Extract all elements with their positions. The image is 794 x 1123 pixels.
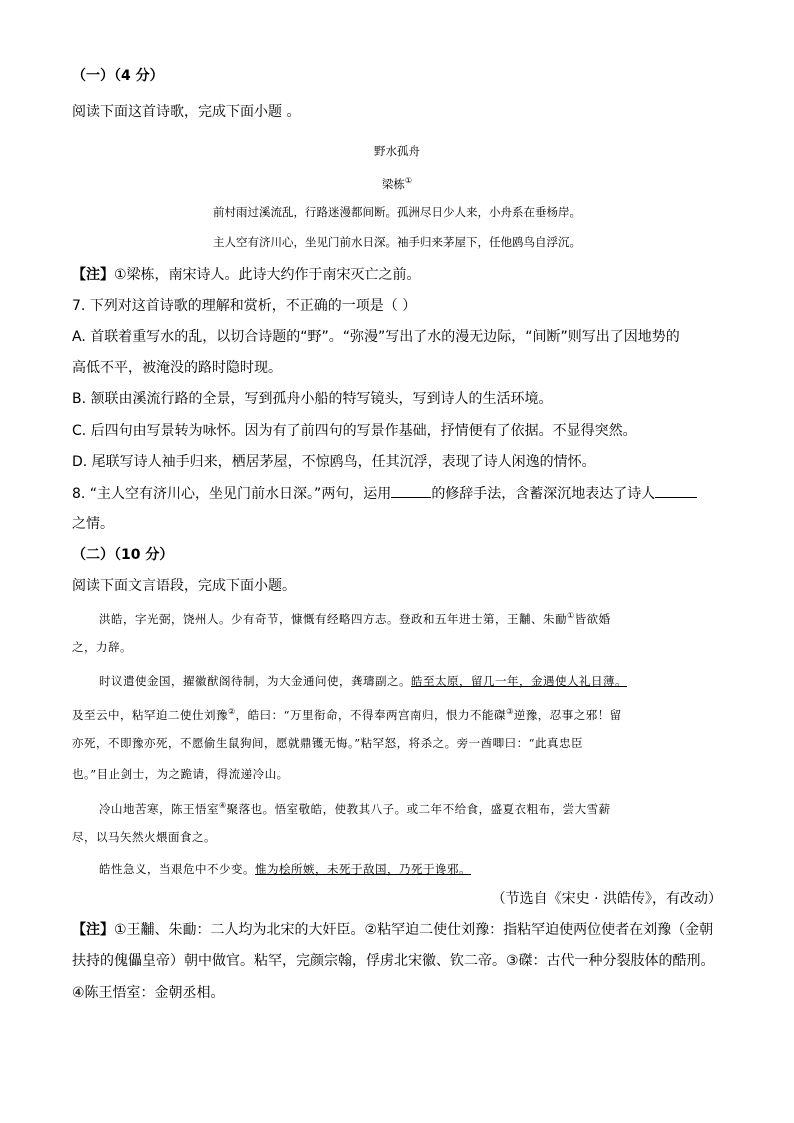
passage-note-mark: ④ bbox=[219, 801, 227, 810]
poem-author: 梁栋 bbox=[381, 176, 405, 191]
passage-note-line1 bbox=[72, 920, 713, 940]
section2-heading: （二）（10 分） bbox=[72, 547, 174, 563]
passage-p2-line4: 也。”目止剑士，为之跪请，得流递冷山。 bbox=[72, 767, 289, 781]
passage-p1-line1 bbox=[99, 607, 611, 628]
passage-note-mark: ② bbox=[228, 707, 236, 716]
passage-p2-line3: 亦死，不即豫亦死，不愿偷生鼠狗间，愿就鼎镬无悔。”粘罕怒，将杀之。旁一酋唧曰：“此真忠臣 bbox=[72, 736, 584, 750]
poem-title: 野水孤舟 bbox=[374, 144, 420, 158]
passage-text: ，皓曰：“万里衔命，不得奉两宫南归，恨力不能磔 bbox=[235, 707, 507, 722]
answer-blank-2[interactable] bbox=[655, 483, 697, 498]
question-7-option-b: B. 颔联由溪流行路的全景，写到孤舟小船的特写镜头，写到诗人的生活环境。 bbox=[72, 391, 553, 407]
poem-note-label: 【注】 bbox=[72, 267, 114, 283]
passage-text: 聚落也。悟室敬皓，使教其八子。或二年不给食，盛夏衣粗布，尝大雪薪 bbox=[226, 801, 611, 816]
passage-note-label: 【注】 bbox=[72, 922, 114, 938]
question-7-option-c: C. 后四句由写景转为咏怀。因为有了前四句的写景作基础，抒情便有了依据。不显得突然。 bbox=[72, 423, 637, 439]
poem-author-note-mark: ① bbox=[404, 176, 413, 185]
question-8-part2: 的修辞手法，含蓄深沉地表达了诗人 bbox=[431, 486, 656, 502]
passage-p3-line2: 尽，以马矢然火煨面食之。 bbox=[72, 830, 216, 844]
poem-line-1: 前村雨过溪流乱，行路迷漫都间断。孤洲尽日少人来，小舟系在垂杨岸。 bbox=[213, 205, 581, 219]
passage-text: 及至云中，粘罕迫二使仕刘豫 bbox=[72, 707, 228, 722]
answer-blank-1[interactable] bbox=[391, 483, 431, 498]
underlined-sentence-1: 皓至太原，留几一年，金遇使人礼日薄。 bbox=[411, 674, 627, 688]
passage-source: （节选自《宋史 · 洪皓传》，有改动） bbox=[491, 891, 722, 907]
question-8-part1: 8. “主人空有济川心，坐见门前水日深。”两句，运用 bbox=[72, 486, 392, 502]
passage-note-mark: ① bbox=[567, 611, 575, 620]
underlined-sentence-2: 惟为桧所嫉，未死于敌国，乃死于谗邪。 bbox=[255, 862, 471, 876]
passage-p2-line2 bbox=[72, 703, 622, 724]
passage-p2-line1 bbox=[99, 672, 627, 690]
passage-p4-line1 bbox=[99, 860, 471, 878]
section1-instruction: 阅读下面这首诗歌，完成下面小题 。 bbox=[72, 104, 301, 120]
poem-note-text: ①梁栋，南宋诗人。此诗大约作于南宋灭亡之前。 bbox=[114, 267, 421, 283]
question-7-option-a-line1: A. 首联着重写水的乱，以切合诗题的“野”。“弥漫”写出了水的漫无边际，“间断”则写出了因地势的 bbox=[72, 329, 680, 345]
passage-note-mark: ③ bbox=[506, 707, 514, 716]
question-7-option-d: D. 尾联写诗人袖手归来，栖居茅屋，不惊鸥鸟，任其沉浮，表现了诗人闲逸的情怀。 bbox=[72, 454, 596, 470]
section2-instruction: 阅读下面文言语段，完成下面小题。 bbox=[72, 578, 296, 594]
passage-note-line3: ④陈王悟室：金朝丞相。 bbox=[72, 985, 225, 1001]
passage-p1-line2: 之，力辞。 bbox=[72, 640, 132, 654]
passage-text: 皆欲婚 bbox=[574, 611, 611, 626]
question-7-option-a-line2: 高低不平，被淹没的路时隐时现。 bbox=[72, 360, 282, 376]
passage-note-text: ①王黼、朱勔：二人均为北宋的大奸臣。②粘罕迫二使仕刘豫：指粘罕迫使两位使者在刘豫（金朝 bbox=[114, 922, 714, 938]
passage-text: 皓性急义，当艰危中不少变。 bbox=[99, 862, 255, 876]
question-8-line2: 之情。 bbox=[72, 516, 114, 532]
question-7-stem: 7. 下列对这首诗歌的理解和赏析，不正确的一项是（ ） bbox=[72, 298, 417, 314]
poem-author-line bbox=[0, 172, 794, 193]
passage-p3-line1 bbox=[99, 797, 611, 818]
passage-text: 洪皓，字光弼，饶州人。少有奇节，慷慨有经略四方志。登政和五年进士第，王黼、朱勔 bbox=[99, 611, 567, 626]
section1-heading: （一）（4 分） bbox=[72, 68, 164, 84]
poem-note bbox=[72, 265, 421, 285]
passage-text: 冷山地苦寒，陈王悟室 bbox=[99, 801, 219, 816]
question-8-line1 bbox=[72, 483, 697, 504]
passage-text: 时议遣使金国，擢徽猷阁待制，为大金通问使，龚璹副之。 bbox=[99, 674, 411, 688]
passage-note-line2: 扶持的傀儡皇帝）朝中做官。粘罕，完颜宗翰，俘虏北宋徽、钦二帝。③磔：古代一种分裂肢体的酷刑。 bbox=[72, 953, 715, 969]
passage-text: 逆豫，忍事之邪！留 bbox=[513, 707, 622, 722]
poem-line-2: 主人空有济川心，坐见门前水日深。袖手归来茅屋下，任他鸥鸟自浮沉。 bbox=[213, 235, 581, 249]
